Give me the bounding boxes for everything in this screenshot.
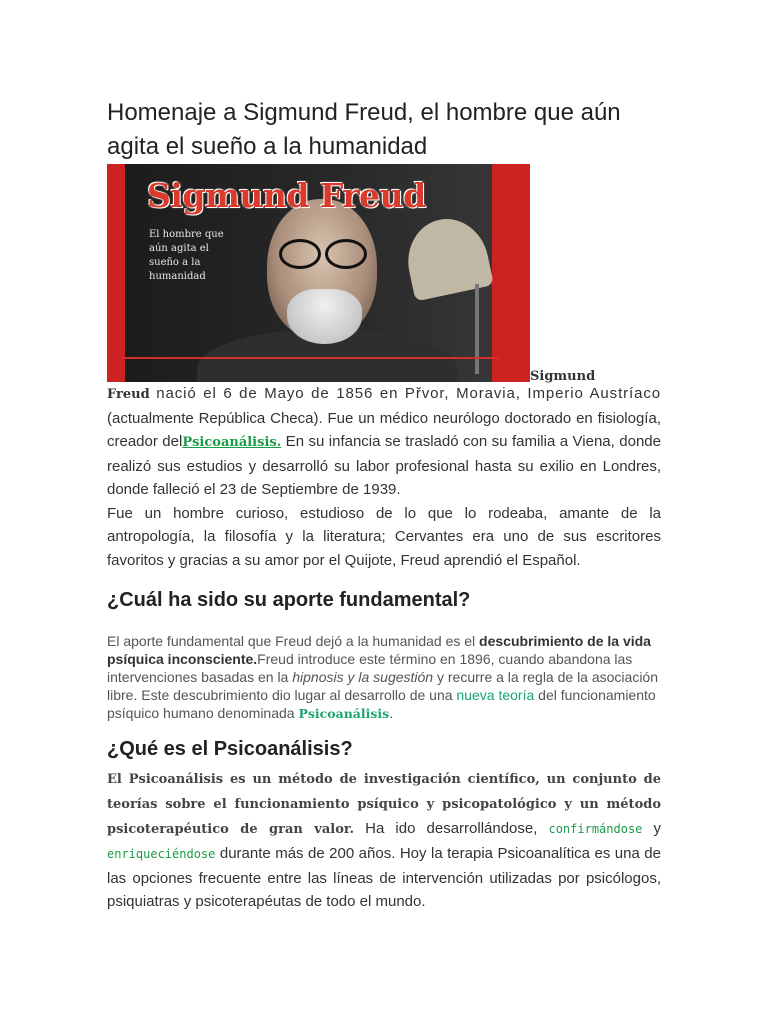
lamp-stem (475, 284, 479, 374)
section1-paragraph: El aporte fundamental que Freud dejó a la humanidad es el descubrimiento de la vida psíquica inconsciente.Freud introduce este término en 1896, cuando abandona las intervenciones basadas en la hipnosis y la sugestión y recurre a la regla de la asociación libre. Este descubrimiento dio lugar al desarrollo de una nueva teoría del funcionamiento psíquico humano denominada Psicoanálisis. (107, 633, 659, 721)
article-title (107, 96, 661, 164)
lamp-shade (400, 212, 494, 302)
title-line-2: agita el sueño a la humanidad (107, 133, 428, 160)
article (107, 96, 661, 914)
freud-banner-image (107, 164, 530, 382)
banner-red-stripe (492, 164, 530, 382)
bio-paragraph-1: Freud nació el 6 de Mayo de 1856 en Přvor, Moravia, Imperio Austríaco (actualmente República Checa). Fue un médico neurólogo doctorado en fisiología, creador delPsicoanálisis. En su infancia se trasladó con su familia a Viena, donde realizó sus estudios y desarrolló su labor profesional hasta su exilio en Londres, donde falleció el 23 de Septiembre de 1939. (107, 385, 661, 498)
bio-name-part2: Freud (107, 387, 150, 402)
nueva-teoria-link[interactable]: nueva teoría (456, 687, 535, 703)
glasses-icon (279, 239, 369, 265)
banner-subtitle: El hombre que aún agita el sueño a la humanidad (149, 229, 224, 282)
section2-paragraph: El Psicoanálisis es un método de investigación científico, un conjunto de teorías sobre el funcionamiento psíquico y psicopatológico y un método psicoterapéutico de gran valor. Ha ido desarrollándose, confirmándose y enriqueciéndose durante más de 200 años. Hoy la terapia Psicoanalítica es una de las opciones frecuente entre las líneas de intervención utilizadas por psicólogos, psiquiatras y psicoterapéutas de todo el mundo. (107, 772, 661, 910)
psicoanalisis-link-2[interactable]: Psicoanálisis (298, 706, 390, 721)
bio-name-part1: Sigmund (530, 369, 596, 384)
psicoanalisis-link[interactable]: Psicoanálisis. (182, 435, 282, 450)
section1-heading: ¿Cuál ha sido su aporte fundamental? (107, 589, 471, 611)
title-line-1: Homenaje a Sigmund Freud, el hombre que aún (107, 99, 621, 126)
bio-paragraph-2: Fue un hombre curioso, estudioso de lo que lo rodeaba, amante de la antropología, la filosofía y la literatura; Cervantes era uno de sus escritores favoritos y gracias a su amor por el Quijote, Freud aprendió el Español. (107, 504, 661, 569)
banner-heading: Sigmund Freud (147, 176, 426, 215)
enriqueciendose-link[interactable]: enriqueciéndose (107, 847, 216, 861)
banner-row (107, 164, 661, 384)
banner-red-line (121, 357, 499, 359)
confirmandose-link[interactable]: confirmándose (548, 822, 643, 836)
section2-heading: ¿Qué es el Psicoanálisis? (107, 738, 353, 760)
portrait-beard (287, 289, 362, 344)
